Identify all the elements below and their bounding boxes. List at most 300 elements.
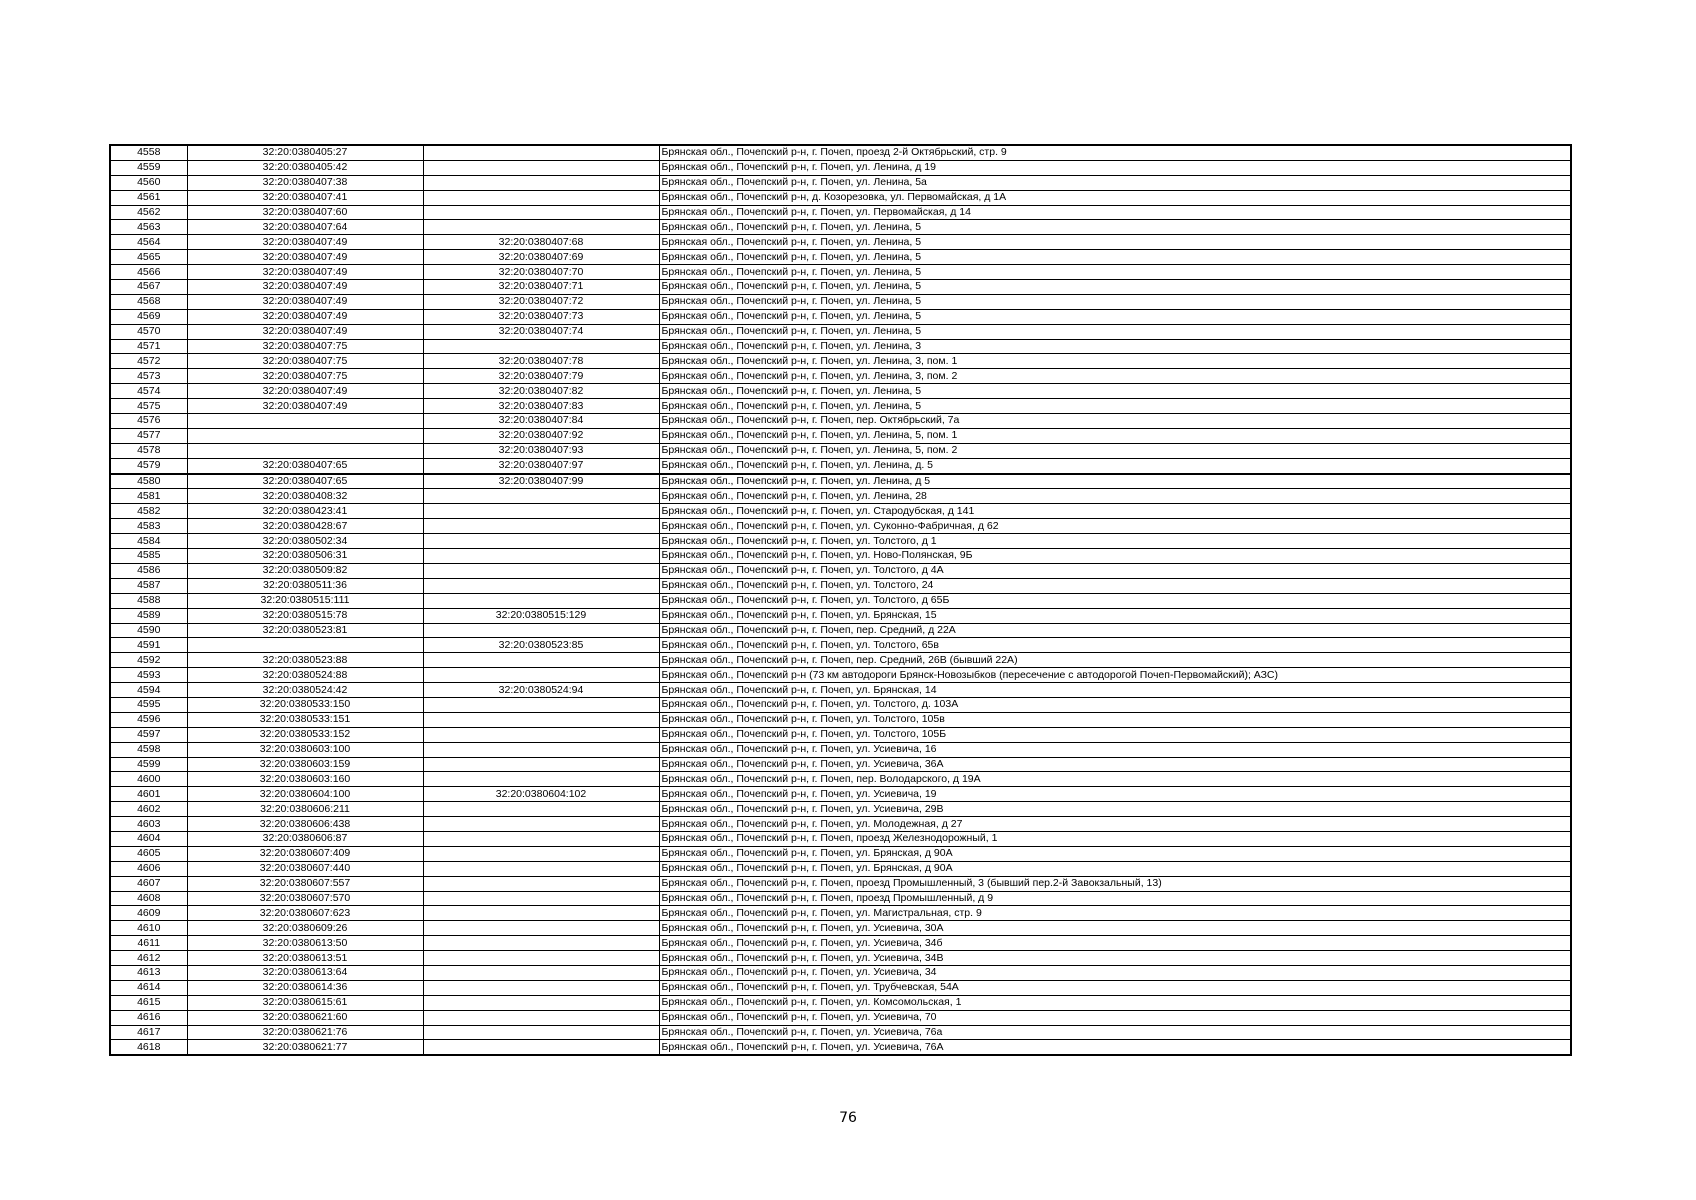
- sub-cadastral-number-cell: 32:20:0380407:84: [423, 414, 659, 429]
- sub-cadastral-number-cell: [423, 578, 659, 593]
- row-number-cell: 4562: [110, 205, 187, 220]
- table-row: [110, 1040, 1571, 1055]
- cadastral-number-cell: 32:20:0380533:151: [187, 712, 423, 727]
- sub-cadastral-number-cell: 32:20:0380407:82: [423, 384, 659, 399]
- address-cell: Брянская обл., Почепский р-н, г. Почеп, пер. Средний, 26В (бывший 22А): [659, 653, 1571, 668]
- sub-cadastral-number-cell: 32:20:0380407:83: [423, 399, 659, 414]
- cadastral-number-cell: 32:20:0380511:36: [187, 578, 423, 593]
- row-number-cell: 4569: [110, 309, 187, 324]
- sub-cadastral-number-cell: [423, 190, 659, 205]
- table-row: [110, 876, 1571, 891]
- row-number-cell: 4583: [110, 519, 187, 534]
- sub-cadastral-number-cell: [423, 965, 659, 980]
- sub-cadastral-number-cell: [423, 160, 659, 175]
- table-row: [110, 787, 1571, 802]
- row-number-cell: 4591: [110, 638, 187, 653]
- cadastral-number-cell: 32:20:0380606:211: [187, 802, 423, 817]
- cadastral-number-cell: 32:20:0380506:31: [187, 549, 423, 564]
- sub-cadastral-number-cell: [423, 742, 659, 757]
- cadastral-number-cell: 32:20:0380613:64: [187, 965, 423, 980]
- cadastral-number-cell: 32:20:0380407:75: [187, 354, 423, 369]
- table-row: [110, 428, 1571, 443]
- row-number-cell: 4564: [110, 235, 187, 250]
- sub-cadastral-number-cell: [423, 846, 659, 861]
- address-cell: Брянская обл., Почепский р-н, г. Почеп, ул. Трубчевская, 54А: [659, 980, 1571, 995]
- table-row: [110, 802, 1571, 817]
- row-number-cell: 4563: [110, 220, 187, 235]
- table-row: [110, 921, 1571, 936]
- row-number-cell: 4608: [110, 891, 187, 906]
- cadastral-number-cell: 32:20:0380609:26: [187, 921, 423, 936]
- cadastral-number-cell: 32:20:0380428:67: [187, 519, 423, 534]
- table-row: [110, 742, 1571, 757]
- cadastral-number-cell: 32:20:0380523:81: [187, 623, 423, 638]
- row-number-cell: 4575: [110, 399, 187, 414]
- row-number-cell: 4559: [110, 160, 187, 175]
- cadastral-number-cell: [187, 638, 423, 653]
- row-number-cell: 4578: [110, 443, 187, 458]
- row-number-cell: 4612: [110, 951, 187, 966]
- sub-cadastral-number-cell: [423, 697, 659, 712]
- cadastral-number-cell: [187, 428, 423, 443]
- sub-cadastral-number-cell: [423, 145, 659, 160]
- table-row: [110, 772, 1571, 787]
- cadastral-number-cell: 32:20:0380606:87: [187, 831, 423, 846]
- address-cell: Брянская обл., Почепский р-н, г. Почеп, ул. Ленина, 5: [659, 250, 1571, 265]
- cadastral-number-cell: [187, 414, 423, 429]
- cadastral-number-cell: 32:20:0380603:100: [187, 742, 423, 757]
- sub-cadastral-number-cell: 32:20:0380524:94: [423, 683, 659, 698]
- table-row: [110, 951, 1571, 966]
- cadastral-number-cell: 32:20:0380407:49: [187, 294, 423, 309]
- table-row: [110, 280, 1571, 295]
- address-cell: Брянская обл., Почепский р-н, г. Почеп, ул. Толстого, д. 103А: [659, 697, 1571, 712]
- row-number-cell: 4604: [110, 831, 187, 846]
- row-number-cell: 4558: [110, 145, 187, 160]
- table-row: [110, 294, 1571, 309]
- table-row: [110, 504, 1571, 519]
- address-cell: Брянская обл., Почепский р-н (73 км автодороги Брянск-Новозыбков (пересечение с автодорогой Почеп-Первомайский); АЗС): [659, 668, 1571, 683]
- row-number-cell: 4616: [110, 1010, 187, 1025]
- sub-cadastral-number-cell: [423, 712, 659, 727]
- sub-cadastral-number-cell: 32:20:0380515:129: [423, 608, 659, 623]
- table-row: [110, 697, 1571, 712]
- row-number-cell: 4565: [110, 250, 187, 265]
- cadastral-number-cell: 32:20:0380621:76: [187, 1025, 423, 1040]
- sub-cadastral-number-cell: 32:20:0380407:79: [423, 369, 659, 384]
- sub-cadastral-number-cell: [423, 817, 659, 832]
- sub-cadastral-number-cell: 32:20:0380523:85: [423, 638, 659, 653]
- address-cell: Брянская обл., Почепский р-н, г. Почеп, ул. Ленина, 3: [659, 339, 1571, 354]
- address-cell: Брянская обл., Почепский р-н, г. Почеп, ул. Ленина, д 19: [659, 160, 1571, 175]
- address-cell: Брянская обл., Почепский р-н, г. Почеп, пер. Средний, д 22А: [659, 623, 1571, 638]
- sub-cadastral-number-cell: [423, 519, 659, 534]
- table-row: [110, 891, 1571, 906]
- address-cell: Брянская обл., Почепский р-н, г. Почеп, ул. Усиевича, 30А: [659, 921, 1571, 936]
- sub-cadastral-number-cell: [423, 623, 659, 638]
- address-cell: Брянская обл., Почепский р-н, г. Почеп, ул. Магистральная, стр. 9: [659, 906, 1571, 921]
- sub-cadastral-number-cell: 32:20:0380407:99: [423, 474, 659, 489]
- cadastral-number-cell: 32:20:0380603:160: [187, 772, 423, 787]
- cadastral-number-cell: 32:20:0380615:61: [187, 995, 423, 1010]
- table-row: [110, 563, 1571, 578]
- sub-cadastral-number-cell: [423, 980, 659, 995]
- sub-cadastral-number-cell: 32:20:0380407:92: [423, 428, 659, 443]
- cadastral-number-cell: 32:20:0380407:49: [187, 324, 423, 339]
- sub-cadastral-number-cell: [423, 653, 659, 668]
- sub-cadastral-number-cell: 32:20:0380407:69: [423, 250, 659, 265]
- row-number-cell: 4581: [110, 489, 187, 504]
- table-row: [110, 369, 1571, 384]
- address-cell: Брянская обл., Почепский р-н, г. Почеп, ул. Ленина, 5: [659, 280, 1571, 295]
- address-cell: Брянская обл., Почепский р-н, г. Почеп, ул. Ленина, 5: [659, 309, 1571, 324]
- address-cell: Брянская обл., Почепский р-н, г. Почеп, ул. Ленина, 3, пом. 1: [659, 354, 1571, 369]
- row-number-cell: 4590: [110, 623, 187, 638]
- cadastral-number-cell: 32:20:0380407:65: [187, 458, 423, 473]
- row-number-cell: 4568: [110, 294, 187, 309]
- row-number-cell: 4595: [110, 697, 187, 712]
- table-row: [110, 205, 1571, 220]
- table-row: [110, 936, 1571, 951]
- table-row: [110, 638, 1571, 653]
- row-number-cell: 4615: [110, 995, 187, 1010]
- cadastral-number-cell: 32:20:0380407:49: [187, 384, 423, 399]
- cadastral-number-cell: 32:20:0380621:60: [187, 1010, 423, 1025]
- sub-cadastral-number-cell: [423, 1025, 659, 1040]
- address-cell: Брянская обл., Почепский р-н, г. Почеп, ул. Суконно-Фабричная, д 62: [659, 519, 1571, 534]
- sub-cadastral-number-cell: 32:20:0380407:97: [423, 458, 659, 473]
- sub-cadastral-number-cell: [423, 504, 659, 519]
- row-number-cell: 4594: [110, 683, 187, 698]
- cadastral-number-cell: 32:20:0380523:88: [187, 653, 423, 668]
- cadastral-number-cell: 32:20:0380533:152: [187, 727, 423, 742]
- cadastral-number-cell: [187, 443, 423, 458]
- cadastral-number-cell: 32:20:0380607:570: [187, 891, 423, 906]
- row-number-cell: 4585: [110, 549, 187, 564]
- sub-cadastral-number-cell: [423, 951, 659, 966]
- cadastral-number-cell: 32:20:0380607:623: [187, 906, 423, 921]
- address-cell: Брянская обл., Почепский р-н, г. Почеп, ул. Усиевича, 34: [659, 965, 1571, 980]
- table-row: [110, 757, 1571, 772]
- address-cell: Брянская обл., Почепский р-н, г. Почеп, ул. Ленина, 5, пом. 2: [659, 443, 1571, 458]
- address-cell: Брянская обл., Почепский р-н, г. Почеп, пер. Володарского, д 19А: [659, 772, 1571, 787]
- address-cell: Брянская обл., Почепский р-н, г. Почеп, ул. Комсомольская, 1: [659, 995, 1571, 1010]
- address-cell: Брянская обл., Почепский р-н, г. Почеп, ул. Толстого, д 65Б: [659, 593, 1571, 608]
- cadastral-number-cell: 32:20:0380423:41: [187, 504, 423, 519]
- row-number-cell: 4576: [110, 414, 187, 429]
- cadastral-number-cell: 32:20:0380407:65: [187, 474, 423, 489]
- table-row: [110, 534, 1571, 549]
- cadastral-number-cell: 32:20:0380407:49: [187, 265, 423, 280]
- table-row: [110, 489, 1571, 504]
- address-cell: Брянская обл., Почепский р-н, г. Почеп, проезд Железнодорожный, 1: [659, 831, 1571, 846]
- row-number-cell: 4603: [110, 817, 187, 832]
- row-number-cell: 4593: [110, 668, 187, 683]
- sub-cadastral-number-cell: [423, 921, 659, 936]
- address-cell: Брянская обл., Почепский р-н, г. Почеп, ул. Толстого, 105в: [659, 712, 1571, 727]
- sub-cadastral-number-cell: 32:20:0380407:68: [423, 235, 659, 250]
- sub-cadastral-number-cell: [423, 339, 659, 354]
- sub-cadastral-number-cell: [423, 995, 659, 1010]
- address-cell: Брянская обл., Почепский р-н, г. Почеп, ул. Толстого, 65в: [659, 638, 1571, 653]
- sub-cadastral-number-cell: [423, 489, 659, 504]
- table-row: [110, 324, 1571, 339]
- row-number-cell: 4582: [110, 504, 187, 519]
- table-row: [110, 443, 1571, 458]
- cadastral-number-cell: 32:20:0380603:159: [187, 757, 423, 772]
- address-cell: Брянская обл., Почепский р-н, г. Почеп, ул. Первомайская, д 14: [659, 205, 1571, 220]
- address-cell: Брянская обл., Почепский р-н, г. Почеп, ул. Ленина, 5: [659, 235, 1571, 250]
- cadastral-number-cell: 32:20:0380606:438: [187, 817, 423, 832]
- address-cell: Брянская обл., Почепский р-н, г. Почеп, ул. Усиевича, 19: [659, 787, 1571, 802]
- row-number-cell: 4579: [110, 458, 187, 473]
- cadastral-number-cell: 32:20:0380407:49: [187, 280, 423, 295]
- sub-cadastral-number-cell: 32:20:0380407:78: [423, 354, 659, 369]
- property-table-body: [110, 145, 1571, 1055]
- cadastral-number-cell: 32:20:0380533:150: [187, 697, 423, 712]
- sub-cadastral-number-cell: [423, 534, 659, 549]
- address-cell: Брянская обл., Почепский р-н, г. Почеп, ул. Ленина, 5: [659, 399, 1571, 414]
- row-number-cell: 4613: [110, 965, 187, 980]
- table-row: [110, 593, 1571, 608]
- row-number-cell: 4597: [110, 727, 187, 742]
- row-number-cell: 4577: [110, 428, 187, 443]
- cadastral-number-cell: 32:20:0380407:49: [187, 235, 423, 250]
- address-cell: Брянская обл., Почепский р-н, г. Почеп, ул. Усиевича, 34б: [659, 936, 1571, 951]
- sub-cadastral-number-cell: [423, 549, 659, 564]
- cadastral-number-cell: 32:20:0380407:60: [187, 205, 423, 220]
- address-cell: Брянская обл., Почепский р-н, г. Почеп, ул. Толстого, 105Б: [659, 727, 1571, 742]
- table-row: [110, 339, 1571, 354]
- row-number-cell: 4589: [110, 608, 187, 623]
- cadastral-number-cell: 32:20:0380407:49: [187, 309, 423, 324]
- cadastral-number-cell: 32:20:0380502:34: [187, 534, 423, 549]
- address-cell: Брянская обл., Почепский р-н, г. Почеп, ул. Брянская, д 90А: [659, 846, 1571, 861]
- sub-cadastral-number-cell: [423, 593, 659, 608]
- table-row: [110, 235, 1571, 250]
- sub-cadastral-number-cell: [423, 772, 659, 787]
- address-cell: Брянская обл., Почепский р-н, г. Почеп, проезд Промышленный, 3 (бывший пер.2-й Завокзальный, 13): [659, 876, 1571, 891]
- address-cell: Брянская обл., Почепский р-н, г. Почеп, ул. Ленина, 5: [659, 294, 1571, 309]
- address-cell: Брянская обл., Почепский р-н, г. Почеп, ул. Ленина, 5: [659, 265, 1571, 280]
- row-number-cell: 4599: [110, 757, 187, 772]
- address-cell: Брянская обл., Почепский р-н, г. Почеп, ул. Усиевича, 76А: [659, 1040, 1571, 1055]
- table-row: [110, 265, 1571, 280]
- address-cell: Брянская обл., Почепский р-н, г. Почеп, ул. Стародубская, д 141: [659, 504, 1571, 519]
- address-cell: Брянская обл., Почепский р-н, г. Почеп, пер. Октябрьский, 7а: [659, 414, 1571, 429]
- table-row: [110, 399, 1571, 414]
- sub-cadastral-number-cell: 32:20:0380407:70: [423, 265, 659, 280]
- sub-cadastral-number-cell: [423, 802, 659, 817]
- cadastral-number-cell: 32:20:0380407:41: [187, 190, 423, 205]
- cadastral-number-cell: 32:20:0380405:27: [187, 145, 423, 160]
- table-row: [110, 608, 1571, 623]
- cadastral-number-cell: 32:20:0380614:36: [187, 980, 423, 995]
- row-number-cell: 4598: [110, 742, 187, 757]
- table-row: [110, 145, 1571, 160]
- cadastral-number-cell: 32:20:0380621:77: [187, 1040, 423, 1055]
- row-number-cell: 4574: [110, 384, 187, 399]
- table-row: [110, 668, 1571, 683]
- sub-cadastral-number-cell: 32:20:0380407:73: [423, 309, 659, 324]
- row-number-cell: 4587: [110, 578, 187, 593]
- cadastral-number-cell: 32:20:0380407:49: [187, 250, 423, 265]
- row-number-cell: 4609: [110, 906, 187, 921]
- row-number-cell: 4618: [110, 1040, 187, 1055]
- cadastral-number-cell: 32:20:0380407:75: [187, 369, 423, 384]
- table-row: [110, 474, 1571, 489]
- cadastral-number-cell: 32:20:0380613:51: [187, 951, 423, 966]
- address-cell: Брянская обл., Почепский р-н, г. Почеп, ул. Толстого, 24: [659, 578, 1571, 593]
- address-cell: Брянская обл., Почепский р-н, г. Почеп, ул. Ленина, 5а: [659, 175, 1571, 190]
- cadastral-number-cell: 32:20:0380407:38: [187, 175, 423, 190]
- row-number-cell: 4586: [110, 563, 187, 578]
- row-number-cell: 4560: [110, 175, 187, 190]
- address-cell: Брянская обл., Почепский р-н, г. Почеп, ул. Толстого, д 4А: [659, 563, 1571, 578]
- sub-cadastral-number-cell: [423, 668, 659, 683]
- row-number-cell: 4570: [110, 324, 187, 339]
- sub-cadastral-number-cell: [423, 831, 659, 846]
- address-cell: Брянская обл., Почепский р-н, г. Почеп, ул. Ленина, 5: [659, 220, 1571, 235]
- table-row: [110, 309, 1571, 324]
- address-cell: Брянская обл., Почепский р-н, г. Почеп, ул. Ленина, д. 5: [659, 458, 1571, 473]
- sub-cadastral-number-cell: 32:20:0380407:72: [423, 294, 659, 309]
- address-cell: Брянская обл., Почепский р-н, г. Почеп, ул. Ново-Полянская, 9Б: [659, 549, 1571, 564]
- row-number-cell: 4605: [110, 846, 187, 861]
- row-number-cell: 4600: [110, 772, 187, 787]
- table-row: [110, 846, 1571, 861]
- row-number-cell: 4614: [110, 980, 187, 995]
- row-number-cell: 4584: [110, 534, 187, 549]
- table-row: [110, 1025, 1571, 1040]
- table-row: [110, 190, 1571, 205]
- address-cell: Брянская обл., Почепский р-н, г. Почеп, ул. Брянская, 14: [659, 683, 1571, 698]
- table-row: [110, 831, 1571, 846]
- address-cell: Брянская обл., Почепский р-н, г. Почеп, ул. Усиевича, 76а: [659, 1025, 1571, 1040]
- table-row: [110, 578, 1571, 593]
- sub-cadastral-number-cell: [423, 891, 659, 906]
- address-cell: Брянская обл., Почепский р-н, г. Почеп, ул. Ленина, 3, пом. 2: [659, 369, 1571, 384]
- row-number-cell: 4602: [110, 802, 187, 817]
- sub-cadastral-number-cell: [423, 563, 659, 578]
- cadastral-number-cell: 32:20:0380607:557: [187, 876, 423, 891]
- table-row: [110, 549, 1571, 564]
- row-number-cell: 4573: [110, 369, 187, 384]
- row-number-cell: 4572: [110, 354, 187, 369]
- sub-cadastral-number-cell: [423, 861, 659, 876]
- address-cell: Брянская обл., Почепский р-н, г. Почеп, проезд Промышленный, д 9: [659, 891, 1571, 906]
- table-row: [110, 250, 1571, 265]
- row-number-cell: 4567: [110, 280, 187, 295]
- row-number-cell: 4601: [110, 787, 187, 802]
- row-number-cell: 4611: [110, 936, 187, 951]
- address-cell: Брянская обл., Почепский р-н, г. Почеп, ул. Усиевича, 29В: [659, 802, 1571, 817]
- row-number-cell: 4566: [110, 265, 187, 280]
- page-number: 76: [839, 1110, 857, 1126]
- table-row: [110, 458, 1571, 473]
- table-row: [110, 160, 1571, 175]
- address-cell: Брянская обл., Почепский р-н, г. Почеп, ул. Усиевича, 34В: [659, 951, 1571, 966]
- address-cell: Брянская обл., Почепский р-н, г. Почеп, ул. Усиевича, 70: [659, 1010, 1571, 1025]
- sub-cadastral-number-cell: [423, 1040, 659, 1055]
- sub-cadastral-number-cell: 32:20:0380407:71: [423, 280, 659, 295]
- cadastral-number-cell: 32:20:0380408:32: [187, 489, 423, 504]
- table-row: [110, 384, 1571, 399]
- table-row: [110, 727, 1571, 742]
- sub-cadastral-number-cell: [423, 205, 659, 220]
- sub-cadastral-number-cell: [423, 876, 659, 891]
- address-cell: Брянская обл., Почепский р-н, г. Почеп, ул. Ленина, 5: [659, 384, 1571, 399]
- row-number-cell: 4561: [110, 190, 187, 205]
- table-row: [110, 817, 1571, 832]
- row-number-cell: 4596: [110, 712, 187, 727]
- address-cell: Брянская обл., Почепский р-н, г. Почеп, ул. Брянская, д 90А: [659, 861, 1571, 876]
- sub-cadastral-number-cell: 32:20:0380604:102: [423, 787, 659, 802]
- row-number-cell: 4571: [110, 339, 187, 354]
- row-number-cell: 4588: [110, 593, 187, 608]
- table-row: [110, 414, 1571, 429]
- address-cell: Брянская обл., Почепский р-н, г. Почеп, проезд 2-й Октябрьский, стр. 9: [659, 145, 1571, 160]
- address-cell: Брянская обл., Почепский р-н, г. Почеп, ул. Брянская, 15: [659, 608, 1571, 623]
- row-number-cell: 4617: [110, 1025, 187, 1040]
- cadastral-number-cell: 32:20:0380515:111: [187, 593, 423, 608]
- address-cell: Брянская обл., Почепский р-н, г. Почеп, ул. Ленина, 5: [659, 324, 1571, 339]
- table-row: [110, 220, 1571, 235]
- cadastral-number-cell: 32:20:0380607:440: [187, 861, 423, 876]
- cadastral-number-cell: 32:20:0380524:88: [187, 668, 423, 683]
- sub-cadastral-number-cell: [423, 175, 659, 190]
- address-cell: Брянская обл., Почепский р-н, г. Почеп, ул. Ленина, 5, пом. 1: [659, 428, 1571, 443]
- row-number-cell: 4606: [110, 861, 187, 876]
- cadastral-number-cell: 32:20:0380407:75: [187, 339, 423, 354]
- sub-cadastral-number-cell: [423, 220, 659, 235]
- sub-cadastral-number-cell: [423, 1010, 659, 1025]
- cadastral-number-cell: 32:20:0380405:42: [187, 160, 423, 175]
- table-row: [110, 683, 1571, 698]
- table-row: [110, 965, 1571, 980]
- address-cell: Брянская обл., Почепский р-н, г. Почеп, ул. Толстого, д 1: [659, 534, 1571, 549]
- address-cell: Брянская обл., Почепский р-н, г. Почеп, ул. Усиевича, 16: [659, 742, 1571, 757]
- cadastral-number-cell: 32:20:0380613:50: [187, 936, 423, 951]
- table-row: [110, 653, 1571, 668]
- table-row: [110, 995, 1571, 1010]
- address-cell: Брянская обл., Почепский р-н, г. Почеп, ул. Молодежная, д 27: [659, 817, 1571, 832]
- cadastral-number-cell: 32:20:0380607:409: [187, 846, 423, 861]
- sub-cadastral-number-cell: [423, 757, 659, 772]
- row-number-cell: 4610: [110, 921, 187, 936]
- address-cell: Брянская обл., Почепский р-н, д. Козорезовка, ул. Первомайская, д 1А: [659, 190, 1571, 205]
- cadastral-number-cell: 32:20:0380407:49: [187, 399, 423, 414]
- sub-cadastral-number-cell: 32:20:0380407:93: [423, 443, 659, 458]
- table-row: [110, 623, 1571, 638]
- sub-cadastral-number-cell: [423, 727, 659, 742]
- cadastral-number-cell: 32:20:0380524:42: [187, 683, 423, 698]
- row-number-cell: 4580: [110, 474, 187, 489]
- table-row: [110, 980, 1571, 995]
- table-row: [110, 712, 1571, 727]
- sub-cadastral-number-cell: [423, 936, 659, 951]
- address-cell: Брянская обл., Почепский р-н, г. Почеп, ул. Ленина, д 5: [659, 474, 1571, 489]
- sub-cadastral-number-cell: [423, 906, 659, 921]
- table-row: [110, 519, 1571, 534]
- table-row: [110, 354, 1571, 369]
- row-number-cell: 4607: [110, 876, 187, 891]
- cadastral-number-cell: 32:20:0380515:78: [187, 608, 423, 623]
- property-table: [109, 144, 1572, 1056]
- row-number-cell: 4592: [110, 653, 187, 668]
- cadastral-number-cell: 32:20:0380509:82: [187, 563, 423, 578]
- cadastral-number-cell: 32:20:0380407:64: [187, 220, 423, 235]
